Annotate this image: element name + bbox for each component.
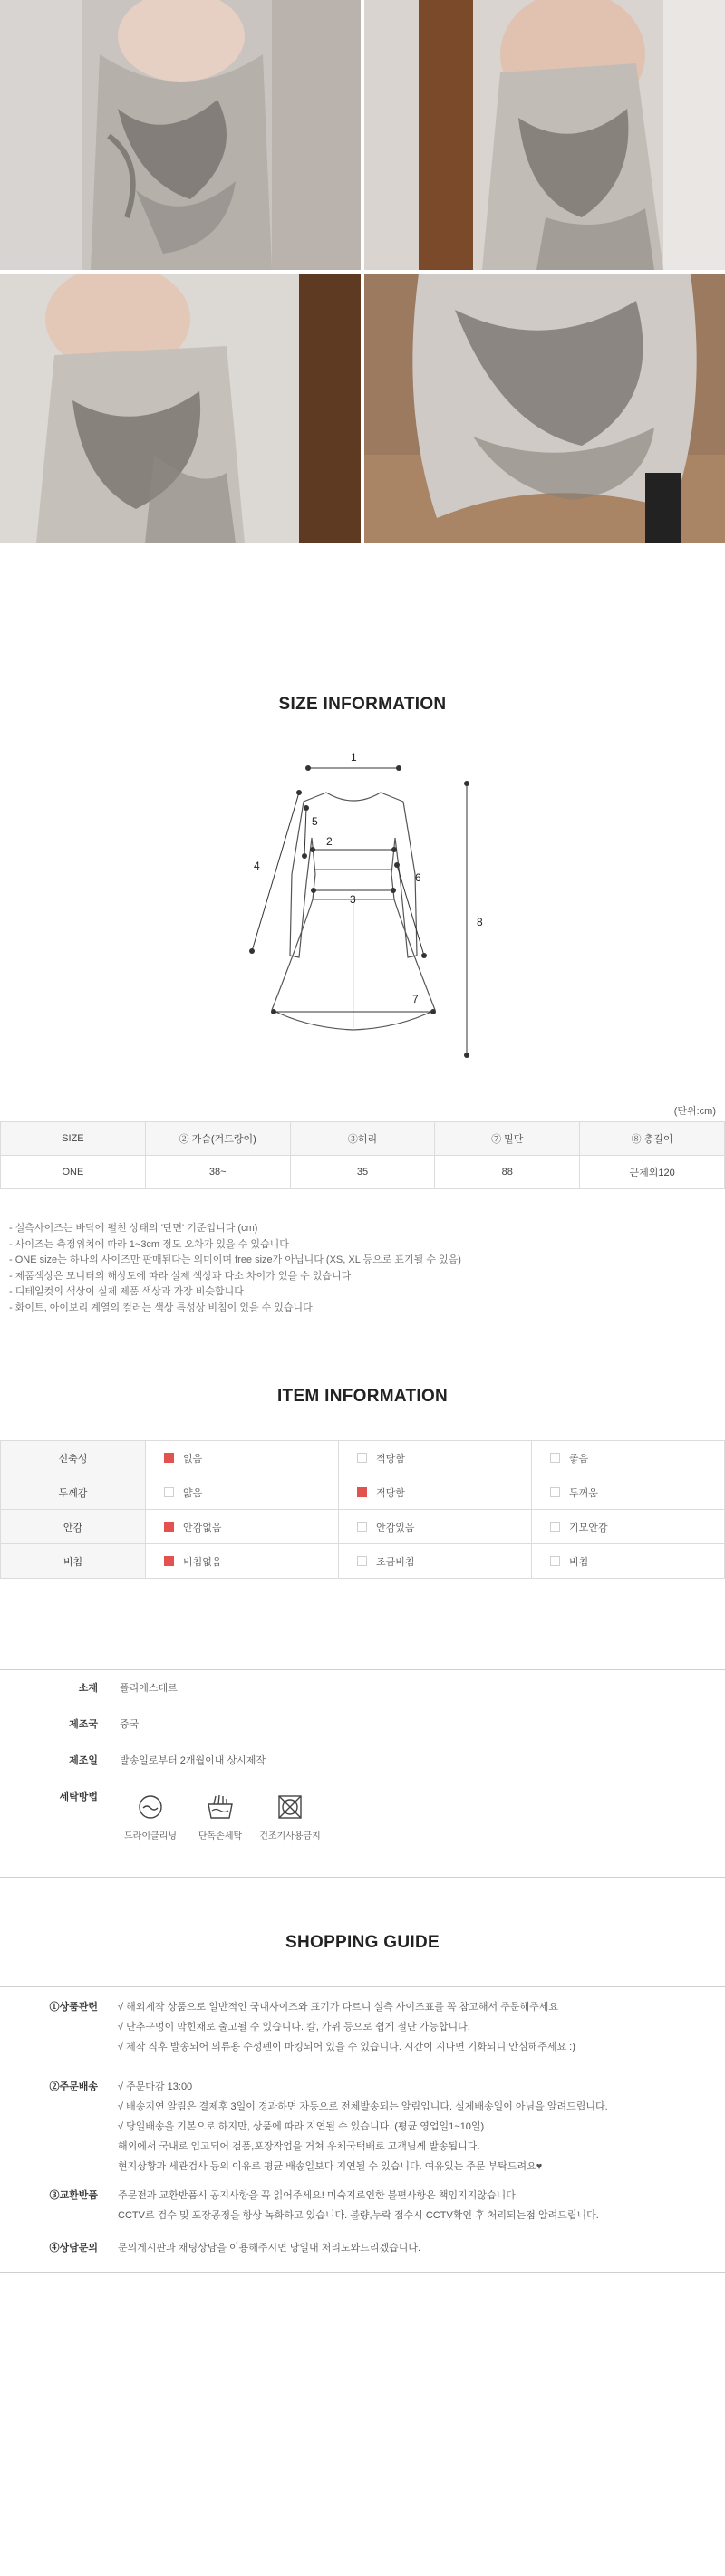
item-info-title: ITEM INFORMATION xyxy=(276,1387,449,1406)
item-row-stretch xyxy=(1,1441,725,1475)
checkbox xyxy=(550,1487,560,1497)
guide-lines xyxy=(118,2077,716,2177)
care-label: 드라이클리닝 xyxy=(124,1831,177,1841)
checkbox xyxy=(357,1522,367,1532)
note-line: - 실측사이즈는 바닥에 펼친 상태의 '단면' 기준입니다 (cm) xyxy=(9,1223,258,1234)
guide-lines xyxy=(118,1997,716,2057)
care-label: 건조기사용금지 xyxy=(259,1831,321,1841)
item-option xyxy=(532,1510,725,1544)
checkbox xyxy=(550,1556,560,1566)
size-cell: 35 xyxy=(290,1156,435,1189)
size-header-hem: ⑦ 밑단 xyxy=(435,1122,580,1156)
guide-line: 주문전과 교환반품시 공지사항을 꼭 읽어주세요! 미숙지로인한 불편사항은 책임지지않습니다. xyxy=(118,2190,518,2201)
guide-line: √ 제작 직후 발송되어 의류용 수성펜이 마킹되어 있을 수 있습니다. 시간이 지나면 기화되니 안심해주세요 :) xyxy=(118,2042,575,2052)
diagram-label-2: 2 xyxy=(326,835,333,848)
dry-clean-icon xyxy=(135,1793,166,1821)
guide-label: ③교환반품 xyxy=(49,2190,98,2201)
material-value: 중국 xyxy=(120,1719,140,1730)
size-unit: (단위:cm) xyxy=(673,1106,716,1117)
checkbox-selected xyxy=(357,1487,367,1497)
checkbox xyxy=(164,1487,174,1497)
note-line: - 화이트, 아이보리 계열의 컬러는 색상 특성상 비침이 있을 수 있습니다 xyxy=(9,1302,313,1313)
item-option-label: 좋음 xyxy=(569,1453,589,1465)
size-info-title: SIZE INFORMATION xyxy=(278,695,447,714)
item-row-lining xyxy=(1,1510,725,1544)
item-label: 신축성 xyxy=(1,1441,146,1475)
item-option xyxy=(146,1475,339,1510)
material-value: 발송일로부터 2개월이내 상시제작 xyxy=(120,1755,266,1766)
item-option-label: 적당함 xyxy=(376,1453,405,1465)
material-label: 소재 xyxy=(78,1683,98,1694)
item-row-sheerness xyxy=(1,1544,725,1579)
material-label: 세탁방법 xyxy=(59,1792,98,1802)
size-diagram xyxy=(236,747,508,1078)
item-option-label: 비침없음 xyxy=(183,1556,222,1568)
diagram-label-6: 6 xyxy=(415,871,421,884)
diagram-label-4: 4 xyxy=(254,860,260,872)
item-option-label: 없음 xyxy=(183,1453,203,1465)
note-line: - 디테일컷의 색상이 실제 제품 색상과 가장 비슷합니다 xyxy=(9,1286,244,1297)
item-option xyxy=(339,1441,532,1475)
size-notes xyxy=(9,1221,461,1316)
hand-wash-icon xyxy=(205,1793,236,1821)
note-line: - 제품색상은 모니터의 해상도에 따라 실제 색상과 다소 차이가 있을 수 있습니다 xyxy=(9,1270,352,1282)
care-item xyxy=(184,1793,256,1841)
checkbox-selected xyxy=(164,1453,174,1463)
item-option xyxy=(146,1441,339,1475)
item-option xyxy=(532,1544,725,1579)
guide-label: ①상품관련 xyxy=(49,2002,98,2013)
size-cell: 38~ xyxy=(145,1156,290,1189)
diagram-label-7: 7 xyxy=(412,993,419,1005)
size-header-waist: ③허리 xyxy=(290,1122,435,1156)
product-photo-back xyxy=(364,0,725,270)
diagram-label-5: 5 xyxy=(312,815,318,828)
item-option-label: 기모안감 xyxy=(569,1522,608,1533)
checkbox xyxy=(550,1522,560,1532)
item-option xyxy=(532,1441,725,1475)
checkbox-selected xyxy=(164,1522,174,1532)
item-option-label: 얇음 xyxy=(183,1487,203,1499)
checkbox xyxy=(357,1556,367,1566)
item-option xyxy=(146,1510,339,1544)
product-photo-hem-detail xyxy=(364,274,725,543)
item-option xyxy=(339,1544,532,1579)
guide-line: √ 주문마감 13:00 xyxy=(118,2081,193,2092)
material-label: 제조일 xyxy=(69,1755,98,1766)
size-cell: ONE xyxy=(1,1156,146,1189)
size-header-size: SIZE xyxy=(1,1122,146,1156)
size-table xyxy=(0,1121,725,1189)
item-option xyxy=(339,1475,532,1510)
item-option xyxy=(532,1475,725,1510)
divider xyxy=(0,1669,725,1670)
checkbox xyxy=(550,1453,560,1463)
guide-line: CCTV로 검수 및 포장공정을 항상 녹화하고 있습니다. 불량,누락 접수시 CCTV확인 후 처리되는점 알려드립니다. xyxy=(118,2210,599,2221)
item-option xyxy=(146,1544,339,1579)
item-option-label: 안감없음 xyxy=(183,1522,222,1533)
note-line: - 사이즈는 측정위치에 따라 1~3cm 정도 오차가 있을 수 있습니다 xyxy=(9,1238,289,1250)
item-info-table xyxy=(0,1440,725,1579)
item-option-label: 비침 xyxy=(569,1556,589,1568)
size-cell: 끈제외120 xyxy=(580,1156,725,1189)
guide-line: 문의게시판과 채팅상담을 이용해주시면 당일내 처리도와드리겠습니다. xyxy=(118,2243,421,2254)
divider xyxy=(0,1877,725,1878)
diagram-label-1: 1 xyxy=(351,751,357,764)
product-photo-grid xyxy=(0,0,725,543)
product-photo-side xyxy=(0,274,361,543)
no-tumble-dry-icon xyxy=(275,1793,305,1821)
guide-line: 현지상황과 세관검사 등의 이유로 평균 배송일보다 지연될 수 있습니다. 여유있는 주문 부탁드려요♥ xyxy=(118,2161,543,2172)
note-line: - ONE size는 하나의 사이즈만 판매된다는 의미이며 free size가 아닙니다 (XS, XL 등으로 표기될 수 있음) xyxy=(9,1254,461,1265)
guide-lines xyxy=(118,2238,716,2258)
checkbox-selected xyxy=(164,1556,174,1566)
guide-line: √ 단추구멍이 막힌채로 출고될 수 있습니다. 칼, 가위 등으로 쉽게 절단 가능합니다. xyxy=(118,2022,470,2033)
care-item xyxy=(254,1793,326,1841)
guide-label: ④상담문의 xyxy=(49,2243,98,2254)
care-label: 단독손세탁 xyxy=(198,1831,243,1841)
size-header-chest: ② 가슴(겨드랑이) xyxy=(145,1122,290,1156)
item-option xyxy=(339,1510,532,1544)
checkbox xyxy=(357,1453,367,1463)
guide-label: ②주문배송 xyxy=(49,2081,98,2092)
product-photo-front xyxy=(0,0,361,270)
material-label: 제조국 xyxy=(69,1719,98,1730)
item-option-label: 적당함 xyxy=(376,1487,405,1499)
item-option-label: 두꺼움 xyxy=(569,1487,598,1499)
item-option-label: 안감있음 xyxy=(376,1522,415,1533)
size-cell: 88 xyxy=(435,1156,580,1189)
item-label: 안감 xyxy=(1,1510,146,1544)
divider xyxy=(0,1986,725,1987)
item-label: 비침 xyxy=(1,1544,146,1579)
size-header-length: ⑧ 총길이 xyxy=(580,1122,725,1156)
divider xyxy=(0,2272,725,2273)
material-value: 폴리에스테르 xyxy=(120,1683,178,1694)
item-row-thickness xyxy=(1,1475,725,1510)
size-table-header-row xyxy=(1,1122,725,1156)
guide-line: √ 배송지연 알림은 결제후 3일이 경과하면 자동으로 전체발송되는 알림입니다. 실제배송일이 아님을 알려드립니다. xyxy=(118,2101,608,2112)
guide-line: 해외에서 국내로 입고되어 검품,포장작업을 거쳐 우체국택배로 고객님께 발송됩니다. xyxy=(118,2141,480,2152)
diagram-label-3: 3 xyxy=(350,893,356,906)
guide-line: √ 해외제작 상품으로 일반적인 국내사이즈와 표기가 다르니 실측 사이즈표를 꼭 참고해서 주문해주세요 xyxy=(118,2002,558,2013)
table-row xyxy=(1,1156,725,1189)
diagram-label-8: 8 xyxy=(477,916,483,928)
guide-lines xyxy=(118,2186,716,2225)
item-option-label: 조금비침 xyxy=(376,1556,415,1568)
guide-line: √ 당일배송을 기본으로 하지만, 상품에 따라 지연될 수 있습니다. (평균 영업일1~10일) xyxy=(118,2121,485,2132)
item-label: 두께감 xyxy=(1,1475,146,1510)
care-item xyxy=(114,1793,187,1841)
shopping-guide-title: SHOPPING GUIDE xyxy=(285,1933,440,1952)
